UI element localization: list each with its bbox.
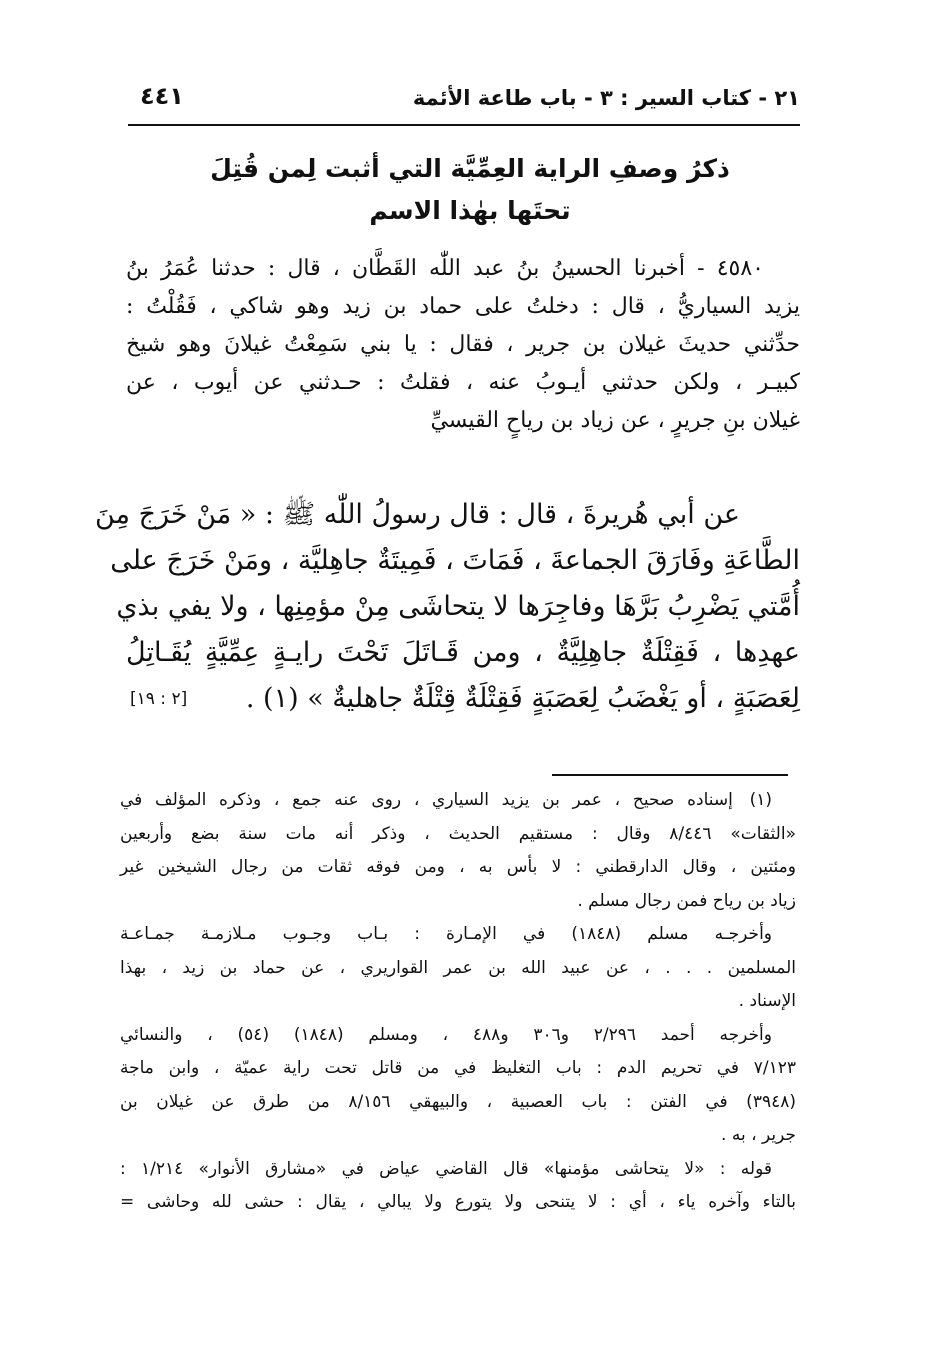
footnote-line: قوله : «لا يتحاشى مؤمنها» قال القاضي عياض في «مشارق الأنوار» ١/٢١٤ : bbox=[120, 1158, 772, 1179]
footnote-line: الإسناد . bbox=[738, 991, 796, 1011]
running-header bbox=[128, 76, 800, 126]
footnote-line: وأخرجه أحمد ٢/٢٩٦ و٣٠٦ و٤٨٨ ، ومسلم (١٨٤٨) (٥٤) ، والنسائي bbox=[120, 1024, 772, 1045]
header-rule bbox=[128, 124, 800, 126]
footnote-line bbox=[120, 784, 796, 818]
isnad-line: حدِّثني حديثَ غيلان بن جرير ، فقال : يا بني سَمِعْتُ غيلانَ وهو شيخ bbox=[126, 332, 800, 357]
hadith-line: أُمَّتي يَضْرِبُ بَرَّهَا وفاجِرَها لا يتحاشَى مِنْ مؤمِنِها ، ولا يفي بذي bbox=[116, 591, 800, 622]
isnad-paragraph bbox=[126, 250, 800, 440]
hadith-line: عهدِها ، فَقِتْلَةٌ جاهِلِيَّةٌ ، ومن قَـاتَلَ تَحْتَ رايـةٍ عِمِّيَّةٍ يُقَـاتِلُ bbox=[126, 637, 800, 668]
section-heading-line-2: تحتَها بهٰذا الاسم bbox=[369, 196, 571, 225]
footnote-line: المسلمين . . . ، عن عبيد الله بن عمر القواريري ، عن حماد بن زيد ، بهذا bbox=[120, 957, 796, 978]
footnote-text: إسناده صحيح ، عمر بن يزيد السياري ، روى عنه جمع ، وذكره المؤلف في bbox=[120, 790, 733, 810]
footnote-line: جرير ، به . bbox=[721, 1125, 796, 1145]
isnad-line: كبيـر ، ولكن حدثني أيـوبُ عنه ، فقلتُ : حـدثني عن أيوب ، عن bbox=[126, 370, 800, 395]
isnad-line: غيلان بنِ جريرٍ ، عن زياد بن رياحٍ القيسيِّ bbox=[430, 408, 800, 433]
running-title: ٢١ - كتاب السير : ٣ - باب طاعة الأئمة bbox=[412, 86, 800, 110]
section-heading-line-1: ذكرُ وصفِ الراية العِمِّيَّة التي أثبت لِمن قُتِلَ bbox=[210, 154, 730, 183]
footnote-line: ٧/١٢٣ في تحريم الدم : باب التغليظ في من قاتل تحت راية عميّة ، وابن ماجة bbox=[120, 1058, 796, 1078]
footnote-line: زياد بن رياح فمن رجال مسلم . bbox=[577, 890, 796, 911]
footnote-separator bbox=[552, 774, 788, 776]
hadith-line: الطَّاعَةِ وفَارَقَ الجماعةَ ، فَمَاتَ ، فَمِيتَةٌ جاهِليَّة ، ومَنْ خَرَجَ على bbox=[110, 545, 800, 576]
hadith-text bbox=[95, 492, 800, 722]
isnad-line: يزيد السياريُّ ، قال : دخلتُ على حماد بن زيد وهو شاكي ، فَقُلْتُ : bbox=[126, 294, 800, 319]
footnotes bbox=[120, 784, 796, 1220]
footnote-number: (١) bbox=[749, 790, 772, 810]
footnote-line: «الثقات» ٨/٤٤٦ وقال : مستقيم الحديث ، وذكر أنه مات سنة بضع وأربعين bbox=[120, 823, 796, 844]
hadith-line: عن أبي هُريرةَ ، قال : قال رسولُ اللّٰه ﷺ : « مَنْ خَرَجَ مِنَ bbox=[95, 499, 740, 530]
isnad-line: ٤٥٨٠ - أخبرنا الحسينُ بنُ عبد اللّٰه القَطَّان ، قال : حدثنا عُمَرُ بنُ bbox=[126, 256, 764, 281]
footnote-line: وأخرجـه مسلم (١٨٤٨) في الإمـارة : بـاب وجـوب مـلازمـة جمـاعـة bbox=[120, 924, 773, 944]
section-heading bbox=[140, 148, 800, 232]
hadith-last-row bbox=[126, 676, 800, 722]
footnote-line: (٣٩٤٨) في الفتن : باب العصبية ، والبيهقي ٨/١٥٦ من طرق عن غيلان بن bbox=[120, 1091, 796, 1112]
page-number: ٤٤١ bbox=[140, 82, 184, 110]
hadith-line: لِعَصَبَةٍ ، أو يَغْضَبُ لِعَصَبَةٍ فَقِتْلَةٌ قِتْلَةٌ جاهليةٌ » (١) . bbox=[245, 683, 800, 714]
footnote-line: بالتاء وآخره ياء ، أي : لا يتنحى ولا يتورع ولا يبالي ، يقال : حشى لله وحاشى = bbox=[120, 1192, 796, 1212]
hadith-reference: [٢ : ١٩] bbox=[130, 689, 188, 709]
footnote-line: ومئتين ، وقال الدارقطني : لا بأس به ، ومن فوقه ثقات من رجال الشيخين غير bbox=[120, 857, 796, 877]
